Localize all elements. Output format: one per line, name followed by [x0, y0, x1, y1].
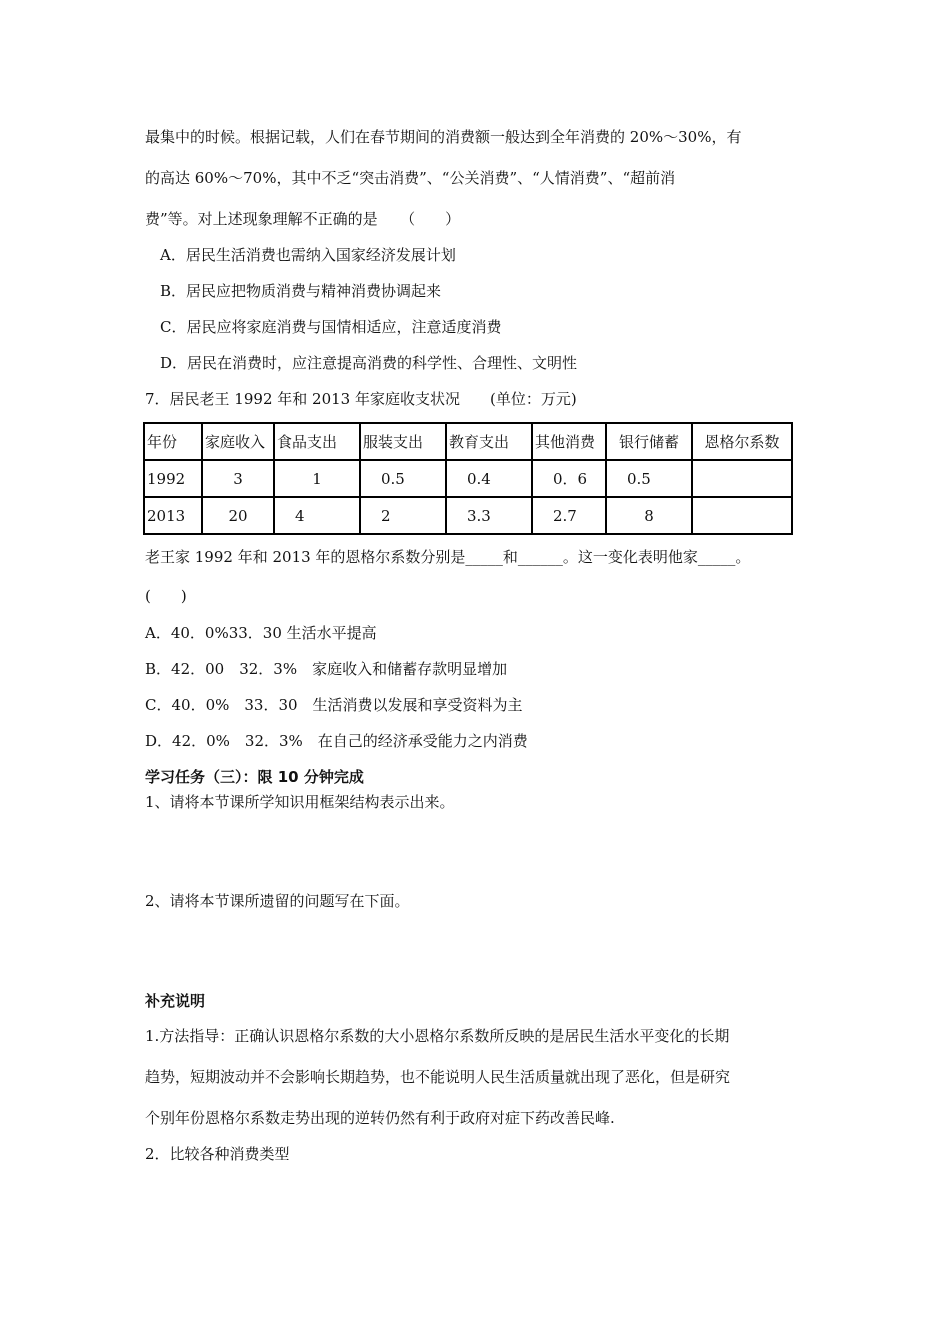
option-b: B．42．00 32．3% 家庭收入和储蓄存款明显增加 — [145, 660, 508, 678]
table-cell: 0.4 — [446, 460, 532, 497]
question-7-title: 7．居民老王 1992 年和 2013 年家庭收支状况 (单位：万元) — [145, 390, 577, 408]
header-cell: 银行储蓄 — [606, 423, 692, 460]
table-cell: 2.7 — [532, 497, 606, 534]
table-cell: 3 — [202, 460, 274, 497]
income-table — [143, 422, 793, 535]
task3-item-1: 1、请将本节课所学知识用框架结构表示出来。 — [145, 793, 455, 811]
table-header-row — [144, 423, 792, 460]
table-cell — [692, 497, 792, 534]
table-cell: 2013 — [144, 497, 202, 534]
task3-item-2: 2、请将本节课所遗留的问题写在下面。 — [145, 892, 410, 910]
task3-heading: 学习任务（三）：限 10 分钟完成 — [145, 768, 364, 786]
paragraph-line: 费”等。对上述现象理解不正确的是 （ ） — [145, 210, 461, 228]
paragraph-line: 1.方法指导：正确认识恩格尔系数的大小恩格尔系数所反映的是居民生活水平变化的长期 — [145, 1027, 730, 1045]
answer-bracket: ( ) — [145, 587, 187, 605]
option-c: C．居民应将家庭消费与国情相适应，注意适度消费 — [160, 318, 502, 336]
paragraph-line: 趋势，短期波动并不会影响长期趋势，也不能说明人民生活质量就出现了恶化，但是研究 — [145, 1068, 731, 1086]
option-a: A．40．0%33．30 生活水平提高 — [145, 624, 377, 642]
table-cell — [692, 460, 792, 497]
option-c: C．40．0% 33．30 生活消费以发展和享受资料为主 — [145, 696, 523, 714]
table-cell: 8 — [606, 497, 692, 534]
option-a: A．居民生活消费也需纳入国家经济发展计划 — [160, 246, 456, 264]
header-cell: 年份 — [144, 423, 202, 460]
table-row — [144, 497, 792, 534]
supplement-heading: 补充说明 — [145, 992, 206, 1010]
table-cell: 0．6 — [532, 460, 606, 497]
paragraph-line: 最集中的时候。根据记载，人们在春节期间的消费额一般达到全年消费的 20%～30%，有 — [145, 128, 742, 146]
table-cell: 1 — [274, 460, 360, 497]
table-cell: 4 — [274, 497, 360, 534]
table-cell: 3.3 — [446, 497, 532, 534]
option-d: D．居民在消费时，应注意提高消费的科学性、合理性、文明性 — [160, 354, 578, 372]
table-cell: 1992 — [144, 460, 202, 497]
table-cell: 20 — [202, 497, 274, 534]
table-cell: 0.5 — [360, 460, 446, 497]
header-cell: 服装支出 — [360, 423, 446, 460]
table-row — [144, 460, 792, 497]
option-d: D．42．0% 32．3% 在自己的经济承受能力之内消费 — [145, 732, 528, 750]
table-cell: 2 — [360, 497, 446, 534]
header-cell: 恩格尔系数 — [692, 423, 792, 460]
paragraph-line: 2．比较各种消费类型 — [145, 1145, 290, 1163]
header-cell: 家庭收入 — [202, 423, 274, 460]
table-cell: 0.5 — [606, 460, 692, 497]
header-cell: 食品支出 — [274, 423, 360, 460]
header-cell: 教育支出 — [446, 423, 532, 460]
paragraph-line: 的高达 60%～70%，其中不乏“突击消费”、“公关消费”、“人情消费”、“超前消 — [145, 169, 676, 187]
question-7-text: 老王家 1992 年和 2013 年的恩格尔系数分别是_____和______。这一变化表明他家_____。 — [145, 548, 751, 566]
header-cell: 其他消费 — [532, 423, 606, 460]
paragraph-line: 个别年份恩格尔系数走势出现的逆转仍然有利于政府对症下药改善民峰. — [145, 1109, 615, 1127]
option-b: B．居民应把物质消费与精神消费协调起来 — [160, 282, 442, 300]
